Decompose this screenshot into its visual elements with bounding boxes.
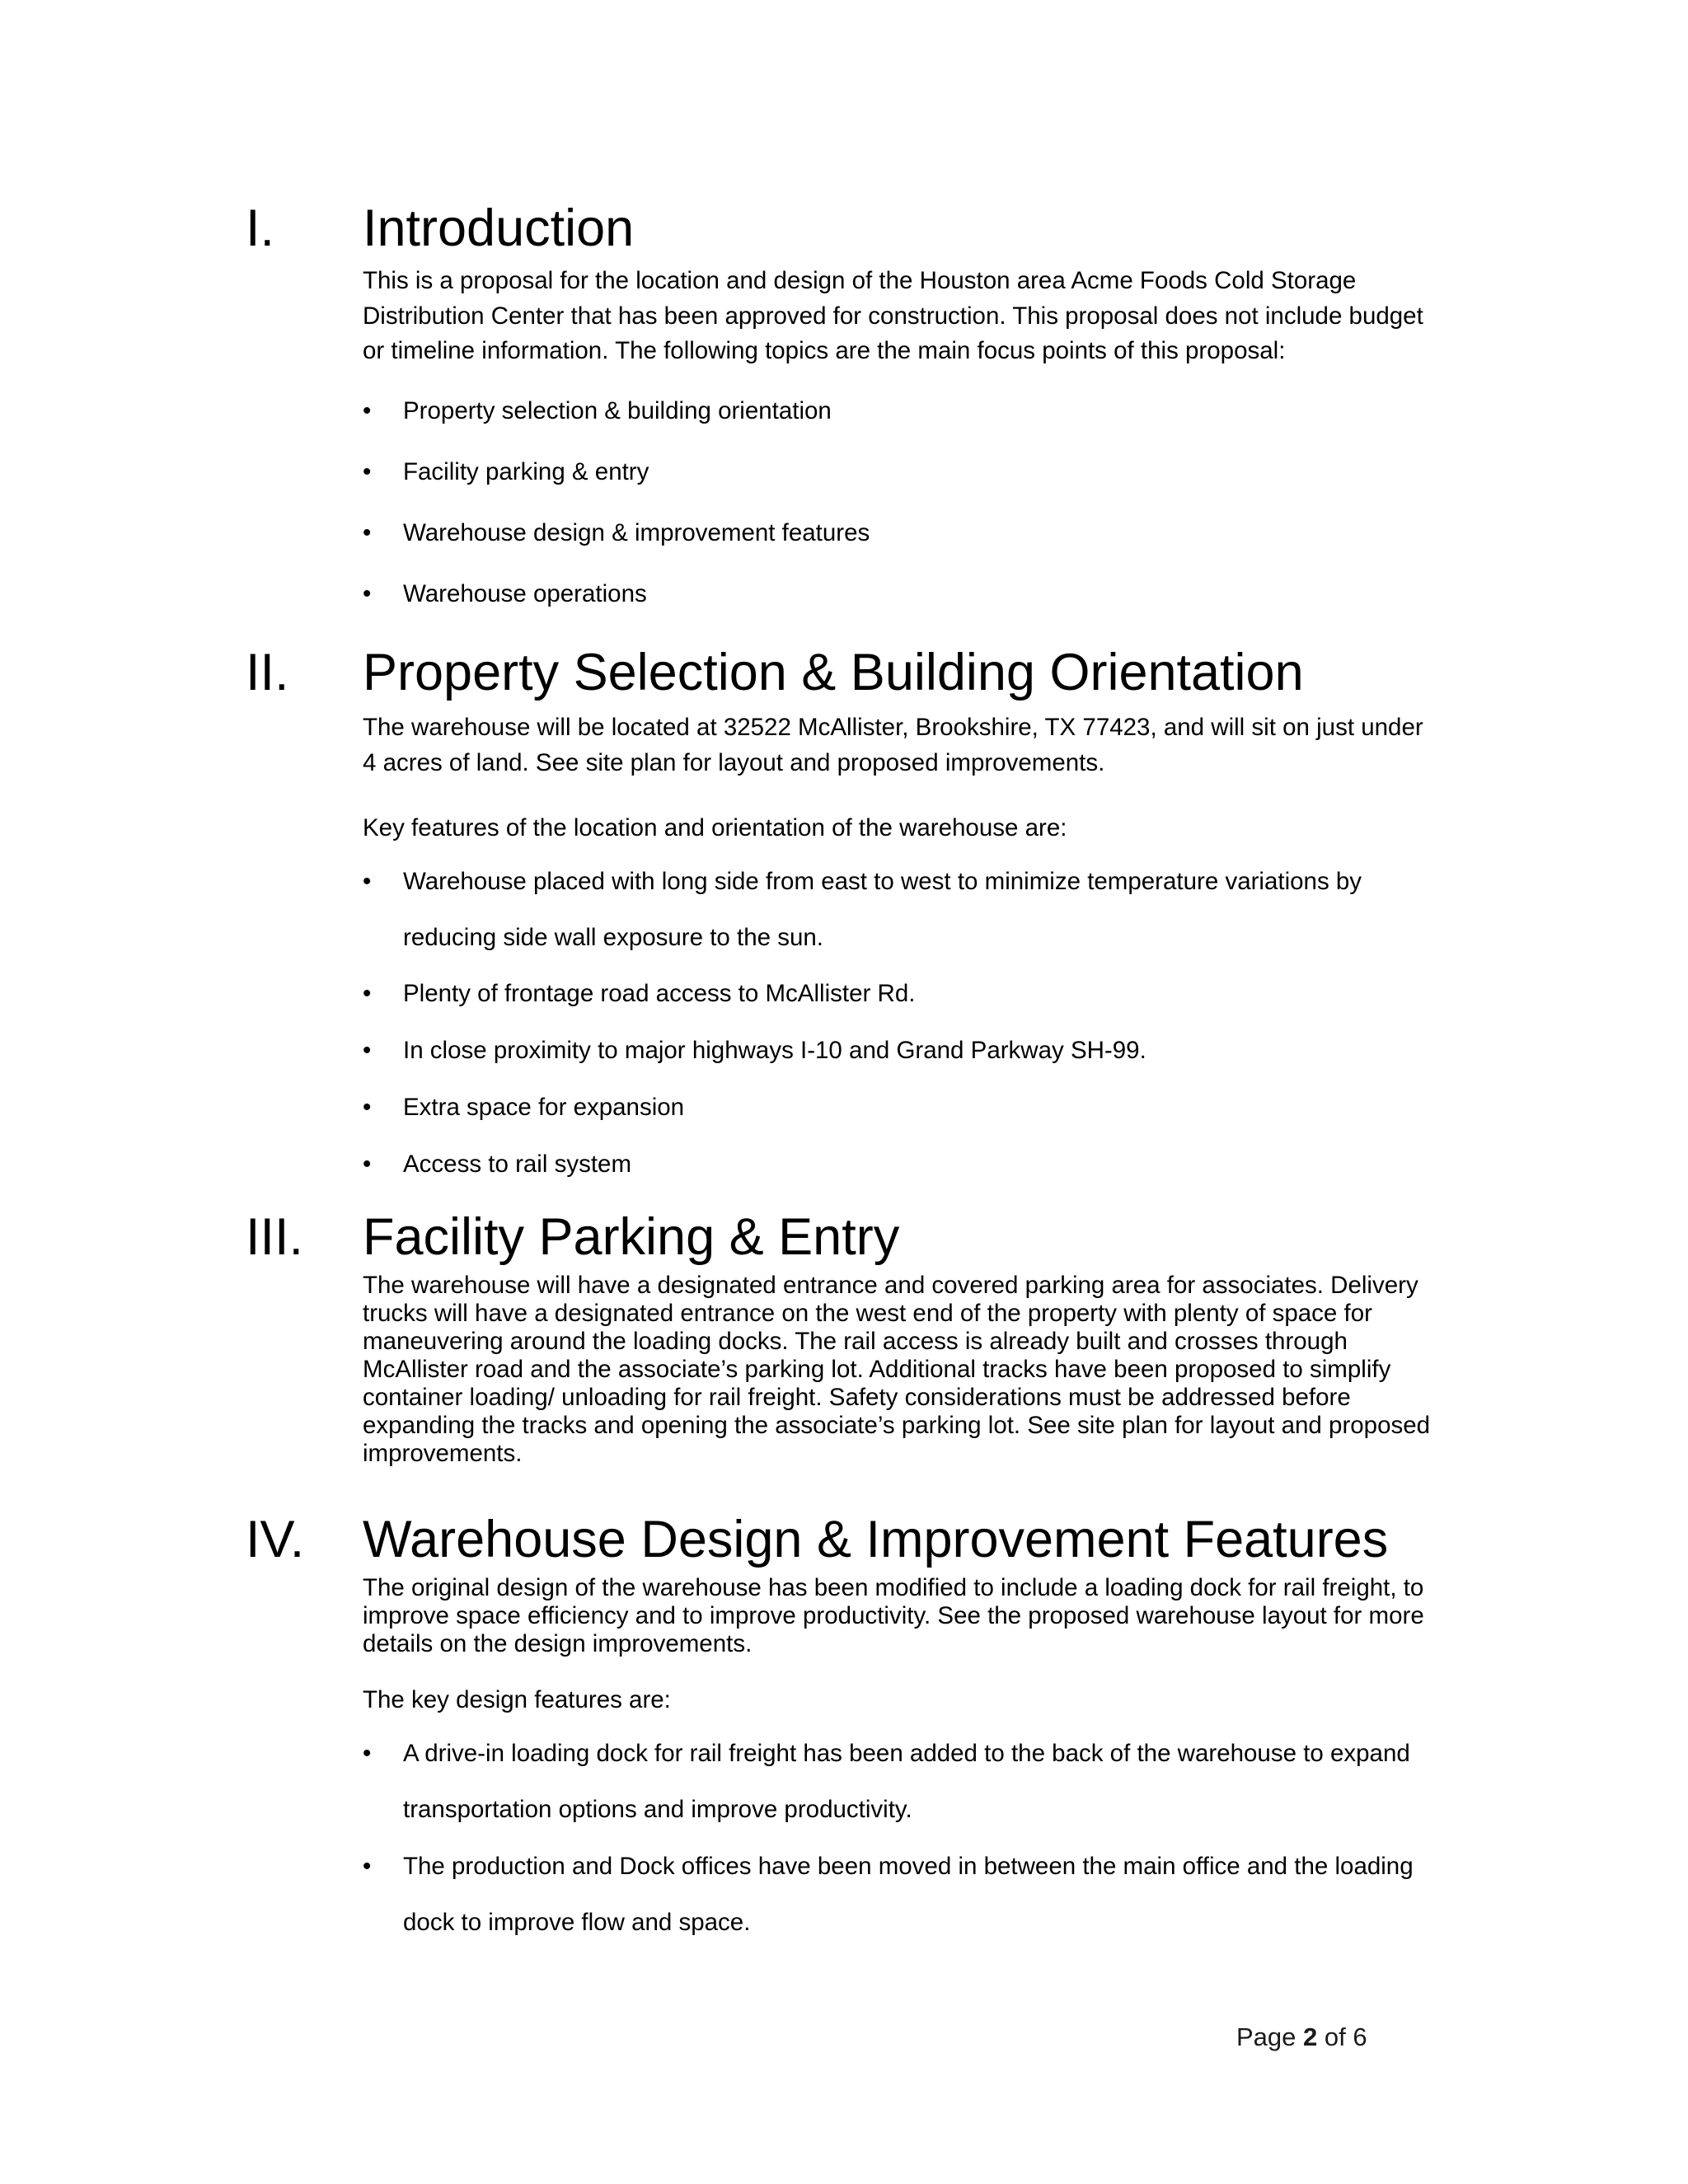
bullet-icon: • bbox=[363, 1740, 372, 1767]
bullet-icon: • bbox=[363, 1094, 372, 1121]
section-heading: Warehouse Design & Improvement Features bbox=[363, 1511, 1389, 1568]
page-number bbox=[1236, 2024, 1367, 2050]
section-numeral: I. bbox=[246, 199, 275, 257]
section-heading: Facility Parking & Entry bbox=[363, 1208, 900, 1266]
document-page: I. Introduction This is a proposal for the location and design of the Houston area Acme Foods Cold Storage Distribution Center that has been approved for construction. This proposal does not include budget or timeline information. The following topics are the main focus points of this proposal: • Property selection & building orientation • Facility parking & entry • Warehouse design & improvement features • Warehouse operations II. Property Selection & Building Orientation The warehouse will be located at 32522 McAllister, Brookshire, TX 77423, and will sit on just under 4 acres of land. See site plan for layout and proposed improvements. Key features of the location and orientation of the warehouse are: • Warehouse placed with long side from east to west to minimize temperature variations by reducing side wall exposure to the sun. • Plenty of frontage road access to McAllister Rd. • In close proximity to major highways I-10 and Grand Parkway SH-99. • Extra space for expansion • Access to rail system III. Facility Parking & Entry The warehouse will have a designated entrance and covered parking area for associates. Delivery trucks will have a designated entrance on the west end of the property with plenty of space for maneuvering around the loading docks. The rail access is already built and crosses through McAllister road and the associate’s parking lot. Additional tracks have been proposed to simplify container loading/ unloading for rail freight. Safety considerations must be addressed before expanding the tracks and opening the associate’s parking lot. See site plan for layout and proposed improvements. IV. Warehouse Design & Improvement Features The original design of the warehouse has been modified to include a loading dock for rail freight, to improve space efficiency and to improve productivity. See the proposed warehouse layout for more details on the design improvements. The key design features are: • A drive-in loading dock for rail freight has been added to the back of the warehouse to expand transportation options and improve productivity. • The production and Dock offices have been moved in between the main office and the loading dock to improve flow and space. Page 2 of 6 bbox=[0, 0, 1688, 2184]
section-numeral: II. bbox=[246, 644, 289, 701]
section-paragraph: Key features of the location and orientation of the warehouse are: bbox=[363, 814, 1067, 841]
bullet-icon: • bbox=[363, 1151, 372, 1178]
bullet-icon: • bbox=[363, 980, 372, 1007]
section-paragraph: The warehouse will have a designated entrance and covered parking area for associates. Delivery trucks will have a designated entrance on the west end of the property with plenty of space for maneuvering around the loading docks. The rail access is already built and crosses through McAllister road and the associate’s parking lot. Additional tracks have been proposed to simplify container loading/ unloading for rail freight. Safety considerations must be addressed before expanding the tracks and opening the associate’s parking lot. See site plan for layout and proposed improvements. bbox=[363, 1272, 1431, 1467]
bullet-icon: • bbox=[363, 458, 372, 485]
section-paragraph: This is a proposal for the location and design of the Houston area Acme Foods Cold Storage Distribution Center that has been approved for construction. This proposal does not include budget or timeline information. The following topics are the main focus points of this proposal: bbox=[363, 267, 1423, 364]
bullet-icon: • bbox=[363, 1037, 372, 1064]
section-heading: Introduction bbox=[363, 199, 635, 257]
section-paragraph: The warehouse will be located at 32522 McAllister, Brookshire, TX 77423, and will sit on just under 4 acres of land. See site plan for layout and proposed improvements. bbox=[363, 714, 1423, 776]
section-paragraph: The original design of the warehouse has been modified to include a loading dock for rail freight, to improve space efficiency and to improve productivity. See the proposed warehouse layout for more details on the design improvements. bbox=[363, 1574, 1424, 1657]
bullet-icon: • bbox=[363, 580, 372, 607]
bullet-icon: • bbox=[363, 1853, 372, 1880]
section-heading: Property Selection & Building Orientation bbox=[363, 644, 1304, 701]
bullet-icon: • bbox=[363, 519, 372, 546]
page-current: 2 bbox=[1303, 2022, 1318, 2051]
page-label: Page bbox=[1236, 2022, 1296, 2051]
bullet-icon: • bbox=[363, 868, 372, 895]
section-numeral: IV. bbox=[246, 1511, 305, 1568]
page-total: 6 bbox=[1353, 2022, 1367, 2051]
bullet-icon: • bbox=[363, 397, 372, 424]
page-of: of bbox=[1324, 2022, 1346, 2051]
section-paragraph: The key design features are: bbox=[363, 1686, 671, 1713]
section-numeral: III. bbox=[246, 1208, 304, 1266]
